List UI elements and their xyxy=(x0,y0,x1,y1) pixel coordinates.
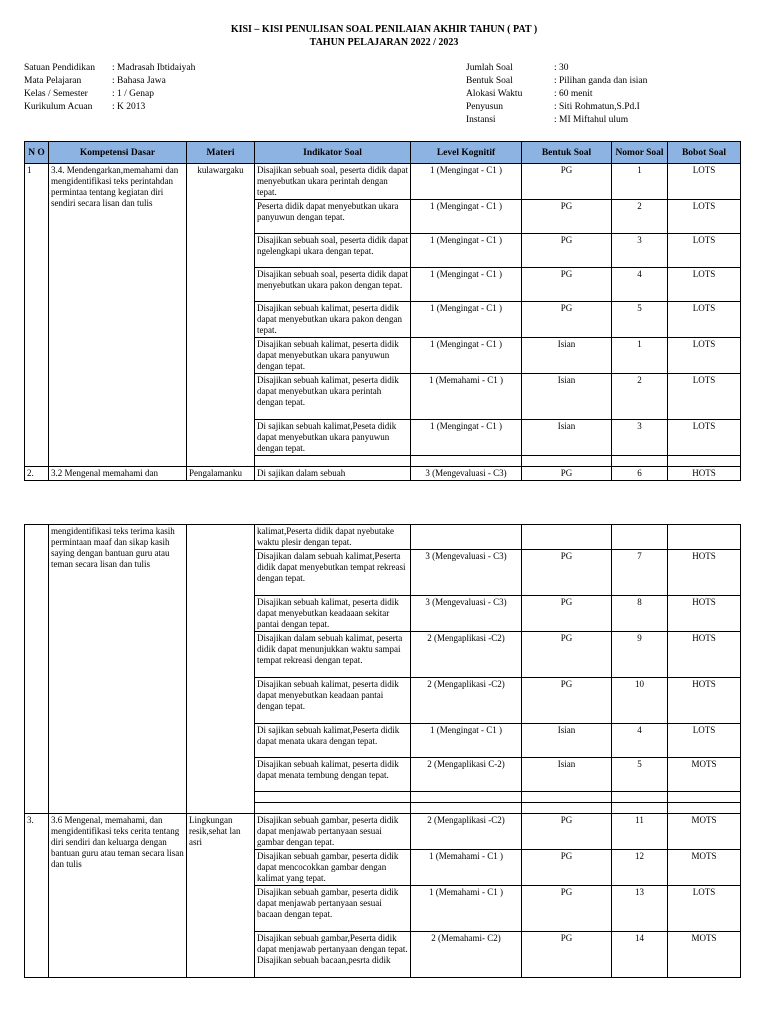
indikator: Disajikan sebuah gambar, peserta didik dapat mencocokkan gambar dengan kalimat yang tepat. xyxy=(255,850,411,886)
bentuk-soal: PG xyxy=(522,886,612,932)
bentuk-soal: PG xyxy=(522,932,612,978)
row-number: 3. xyxy=(25,814,49,978)
meta-value: : Pilihan ganda dan isian xyxy=(554,76,648,86)
bentuk-soal: PG xyxy=(522,234,612,268)
nomor-soal: 11 xyxy=(612,814,668,850)
bobot-soal: LOTS xyxy=(668,234,741,268)
meta-row xyxy=(24,75,195,88)
table-row xyxy=(25,467,741,481)
bobot-soal: LOTS xyxy=(668,338,741,374)
level-kognitif: 2 (Mengaplikasi -C2) xyxy=(411,814,522,850)
col-header-materi: Materi xyxy=(187,142,255,164)
nomor-soal: 14 xyxy=(612,932,668,978)
row-number: 2. xyxy=(25,467,49,481)
meta-row xyxy=(466,75,647,88)
bentuk-soal: Isian xyxy=(522,420,612,456)
meta-right xyxy=(466,62,647,127)
meta-label: Kurikulum Acuan xyxy=(24,102,93,112)
meta-value: : 1 / Genap xyxy=(112,89,154,99)
table-header-row xyxy=(25,142,741,164)
bentuk-soal: PG xyxy=(522,467,612,481)
nomor-soal: 7 xyxy=(612,550,668,596)
meta-row xyxy=(466,62,647,75)
meta-row xyxy=(466,101,647,114)
bobot-soal: LOTS xyxy=(668,886,741,932)
indikator-next-text: Disajikan sebuah bacaan,pesrta didik xyxy=(257,955,391,965)
bobot-soal: LOTS xyxy=(668,302,741,338)
indikator: Disajikan sebuah soal, peserta didik dapat menyebutkan ukara pakon dengan tepat. xyxy=(255,268,411,302)
meta-row xyxy=(24,88,195,101)
meta-value: : MI Miftahul ulum xyxy=(554,115,629,125)
meta-label: Penyusun xyxy=(466,102,503,112)
level-kognitif: 3 (Mengevaluasi - C3) xyxy=(411,467,522,481)
level-kognitif: 2 (Mengaplikasi C-2) xyxy=(411,758,522,792)
nomor-soal: 12 xyxy=(612,850,668,886)
nomor-soal: 1 xyxy=(612,164,668,200)
bobot-soal: LOTS xyxy=(668,724,741,758)
table-row xyxy=(25,525,741,550)
nomor-soal: 4 xyxy=(612,268,668,302)
kompetensi-dasar: 3.6 Mengenal, memahami, dan mengidentifikasi teks cerita tentang diri sendiri dan keluarga dengan bantuan guru atau teman secara lisan dan tulis xyxy=(49,814,187,978)
col-header-indikator: Indikator Soal xyxy=(255,142,411,164)
bentuk-soal: Isian xyxy=(522,724,612,758)
meta-label: Instansi xyxy=(466,115,496,125)
bobot-soal: MOTS xyxy=(668,932,741,978)
bentuk-soal: PG xyxy=(522,814,612,850)
meta-left xyxy=(24,62,195,114)
indikator: Disajikan sebuah kalimat, peserta didik dapat menata tembung dengan tepat. xyxy=(255,758,411,792)
bobot-soal: LOTS xyxy=(668,200,741,234)
nomor-soal: 3 xyxy=(612,420,668,456)
nomor-soal: 10 xyxy=(612,678,668,724)
meta-row xyxy=(24,62,195,75)
level-kognitif: 2 (Mengaplikasi -C2) xyxy=(411,678,522,724)
meta-value: : Madrasah Ibtidaiyah xyxy=(112,63,196,73)
nomor-soal: 3 xyxy=(612,234,668,268)
bentuk-soal: PG xyxy=(522,850,612,886)
nomor-soal: 5 xyxy=(612,302,668,338)
meta-row xyxy=(24,101,195,114)
level-kognitif: 1 (Mengingat - C1 ) xyxy=(411,420,522,456)
bentuk-soal: PG xyxy=(522,268,612,302)
indikator: Peserta didik dapat menyebutkan ukara panyuwun dengan tepat. xyxy=(255,200,411,234)
bobot-soal: HOTS xyxy=(668,678,741,724)
kisi-table-page1 xyxy=(24,141,741,481)
materi: kulawargaku xyxy=(187,164,255,467)
level-kognitif: 3 (Mengevaluasi - C3) xyxy=(411,596,522,632)
nomor-soal: 4 xyxy=(612,724,668,758)
indikator: Disajikan sebuah kalimat, peserta didik dapat menyebutkan ukara pakon dengan tepat. xyxy=(255,302,411,338)
col-header-no: N O xyxy=(25,142,49,164)
indikator-text: Disajikan sebuah gambar,Peserta didik dapat menjawab pertanyaan dengan tepat. xyxy=(257,933,408,954)
col-header-bobot: Bobot Soal xyxy=(668,142,741,164)
bobot-soal: HOTS xyxy=(668,467,741,481)
bobot-soal: LOTS xyxy=(668,420,741,456)
indikator: kalimat,Peserta didik dapat nyebutake waktu plesir dengan tepat. xyxy=(255,525,411,550)
nomor-soal: 6 xyxy=(612,467,668,481)
kompetensi-dasar: 3.2 Mengenal memahami dan xyxy=(49,467,187,481)
meta-label: Bentuk Soal xyxy=(466,76,513,86)
meta-row xyxy=(466,114,647,127)
level-kognitif: 2 (Memahami- C2) xyxy=(411,932,522,978)
bobot-soal: HOTS xyxy=(668,632,741,678)
bentuk-soal: PG xyxy=(522,678,612,724)
bentuk-soal: PG xyxy=(522,596,612,632)
meta-value: : Bahasa Jawa xyxy=(112,76,166,86)
meta-label: Jumlah Soal xyxy=(466,63,513,73)
col-header-nomor: Nomor Soal xyxy=(612,142,668,164)
meta-value: : 60 menit xyxy=(554,89,593,99)
level-kognitif: 1 (Memahami - C1 ) xyxy=(411,374,522,420)
bobot-soal: LOTS xyxy=(668,268,741,302)
table-row xyxy=(25,164,741,200)
nomor-soal: 2 xyxy=(612,200,668,234)
level-kognitif: 1 (Memahami - C1 ) xyxy=(411,886,522,932)
indikator: Disajikan sebuah kalimat, peserta didik dapat menyebutkan keadaan pantai dengan tepat. xyxy=(255,678,411,724)
nomor-soal: 9 xyxy=(612,632,668,678)
nomor-soal: 1 xyxy=(612,338,668,374)
level-kognitif: 1 (Mengingat - C1 ) xyxy=(411,164,522,200)
level-kognitif: 3 (Mengevaluasi - C3) xyxy=(411,550,522,596)
bobot-soal: HOTS xyxy=(668,550,741,596)
level-kognitif: 1 (Mengingat - C1 ) xyxy=(411,234,522,268)
bentuk-soal: PG xyxy=(522,302,612,338)
level-kognitif: 1 (Mengingat - C1 ) xyxy=(411,200,522,234)
document-subtitle: TAHUN PELAJARAN 2022 / 2023 xyxy=(309,37,459,48)
meta-label: Mata Pelajaran xyxy=(24,76,82,86)
row-number: 1 xyxy=(25,164,49,467)
indikator: Di sajikan sebuah kalimat,Peserta didik dapat menata ukara dengan tepat. xyxy=(255,724,411,758)
indikator xyxy=(255,932,411,978)
indikator: Disajikan dalam sebuah kalimat,Peserta didik dapat menyebutkan tempat rekreasi dengan tepat. xyxy=(255,550,411,596)
bentuk-soal: Isian xyxy=(522,758,612,792)
bobot-soal: LOTS xyxy=(668,374,741,420)
indikator: Disajikan sebuah kalimat, peserta didik dapat menyebutkan ukara perintah dengan tepat. xyxy=(255,374,411,420)
level-kognitif: 2 (Mengaplikasi -C2) xyxy=(411,632,522,678)
level-kognitif: 1 (Mengingat - C1 ) xyxy=(411,268,522,302)
col-header-level: Level Kognitif xyxy=(411,142,522,164)
col-header-bentuk: Bentuk Soal xyxy=(522,142,612,164)
indikator: Disajikan sebuah soal, peserta didik dapat ngelengkapi ukara dengan tepat. xyxy=(255,234,411,268)
bentuk-soal: PG xyxy=(522,200,612,234)
bobot-soal: LOTS xyxy=(668,164,741,200)
meta-label: Kelas / Semester xyxy=(24,89,88,99)
meta-value: : K 2013 xyxy=(112,102,146,112)
level-kognitif: 1 (Mengingat - C1 ) xyxy=(411,724,522,758)
materi: Pengalamanku xyxy=(187,467,255,481)
indikator: Di sajikan sebuah kalimat,Peseta didik dapat menyebutkan ukara panyuwun dengan tepat. xyxy=(255,420,411,456)
level-kognitif: 1 (Mengingat - C1 ) xyxy=(411,338,522,374)
nomor-soal: 2 xyxy=(612,374,668,420)
indikator: Disajikan sebuah kalimat, peserta didik dapat menyebutkan ukara panyuwun dengan tepat. xyxy=(255,338,411,374)
table-row xyxy=(25,814,741,850)
kompetensi-dasar: mengidentifikasi teks terima kasih permintaan maaf dan sikap kasih saying dengan bantuan guru atau teman secara lisan dan tulis xyxy=(49,525,187,814)
meta-label: Alokasi Waktu xyxy=(466,89,523,99)
nomor-soal: 5 xyxy=(612,758,668,792)
indikator: Di sajikan dalam sebuah xyxy=(255,467,411,481)
kompetensi-dasar: 3.4. Mendengarkan,memahami dan mengidentifikasi teks perintahdan permintaa tentang kegiatan diri sendiri secara lisan dan tulis xyxy=(49,164,187,467)
meta-value: : Siti Rohmatun,S.Pd.I xyxy=(554,102,640,112)
indikator: Disajikan sebuah soal, peserta didik dapat menyebutkan ukara perintah dengan tepat. xyxy=(255,164,411,200)
meta-value: : 30 xyxy=(554,63,569,73)
meta-row xyxy=(466,88,647,101)
meta-label: Satuan Pendidikan xyxy=(24,63,95,73)
indikator: Disajikan sebuah kalimat, peserta didik dapat menyebutkan keadaaan sekitar pantai dengan tepat. xyxy=(255,596,411,632)
indikator: Disajikan sebuah gambar, peserta didik dapat menjawab pertanyaan sesuai bacaan dengan tepat. xyxy=(255,886,411,932)
bentuk-soal: Isian xyxy=(522,338,612,374)
bobot-soal: MOTS xyxy=(668,758,741,792)
bobot-soal: MOTS xyxy=(668,850,741,886)
kisi-table-page2 xyxy=(24,524,741,978)
document-title: KISI – KISI PENULISAN SOAL PENILAIAN AKHIR TAHUN ( PAT ) xyxy=(230,24,538,35)
indikator: Disajikan dalam sebuah kalimat, peserta didik dapat menunjukkan waktu sampai tempat rekreasi dengan tepat. xyxy=(255,632,411,678)
level-kognitif: 1 (Mengingat - C1 ) xyxy=(411,302,522,338)
nomor-soal: 13 xyxy=(612,886,668,932)
bentuk-soal: PG xyxy=(522,632,612,678)
indikator: Disajikan sebuah gambar, peserta didik dapat menjawab pertanyaan sesuai gambar dengan tepat. xyxy=(255,814,411,850)
bentuk-soal: PG xyxy=(522,550,612,596)
level-kognitif: 1 (Memahami - C1 ) xyxy=(411,850,522,886)
bentuk-soal: Isian xyxy=(522,374,612,420)
nomor-soal: 8 xyxy=(612,596,668,632)
bobot-soal: MOTS xyxy=(668,814,741,850)
bentuk-soal: PG xyxy=(522,164,612,200)
bobot-soal: HOTS xyxy=(668,596,741,632)
materi: Lingkungan resik,sehat lan asri xyxy=(187,814,255,978)
col-header-kd: Kompetensi Dasar xyxy=(49,142,187,164)
